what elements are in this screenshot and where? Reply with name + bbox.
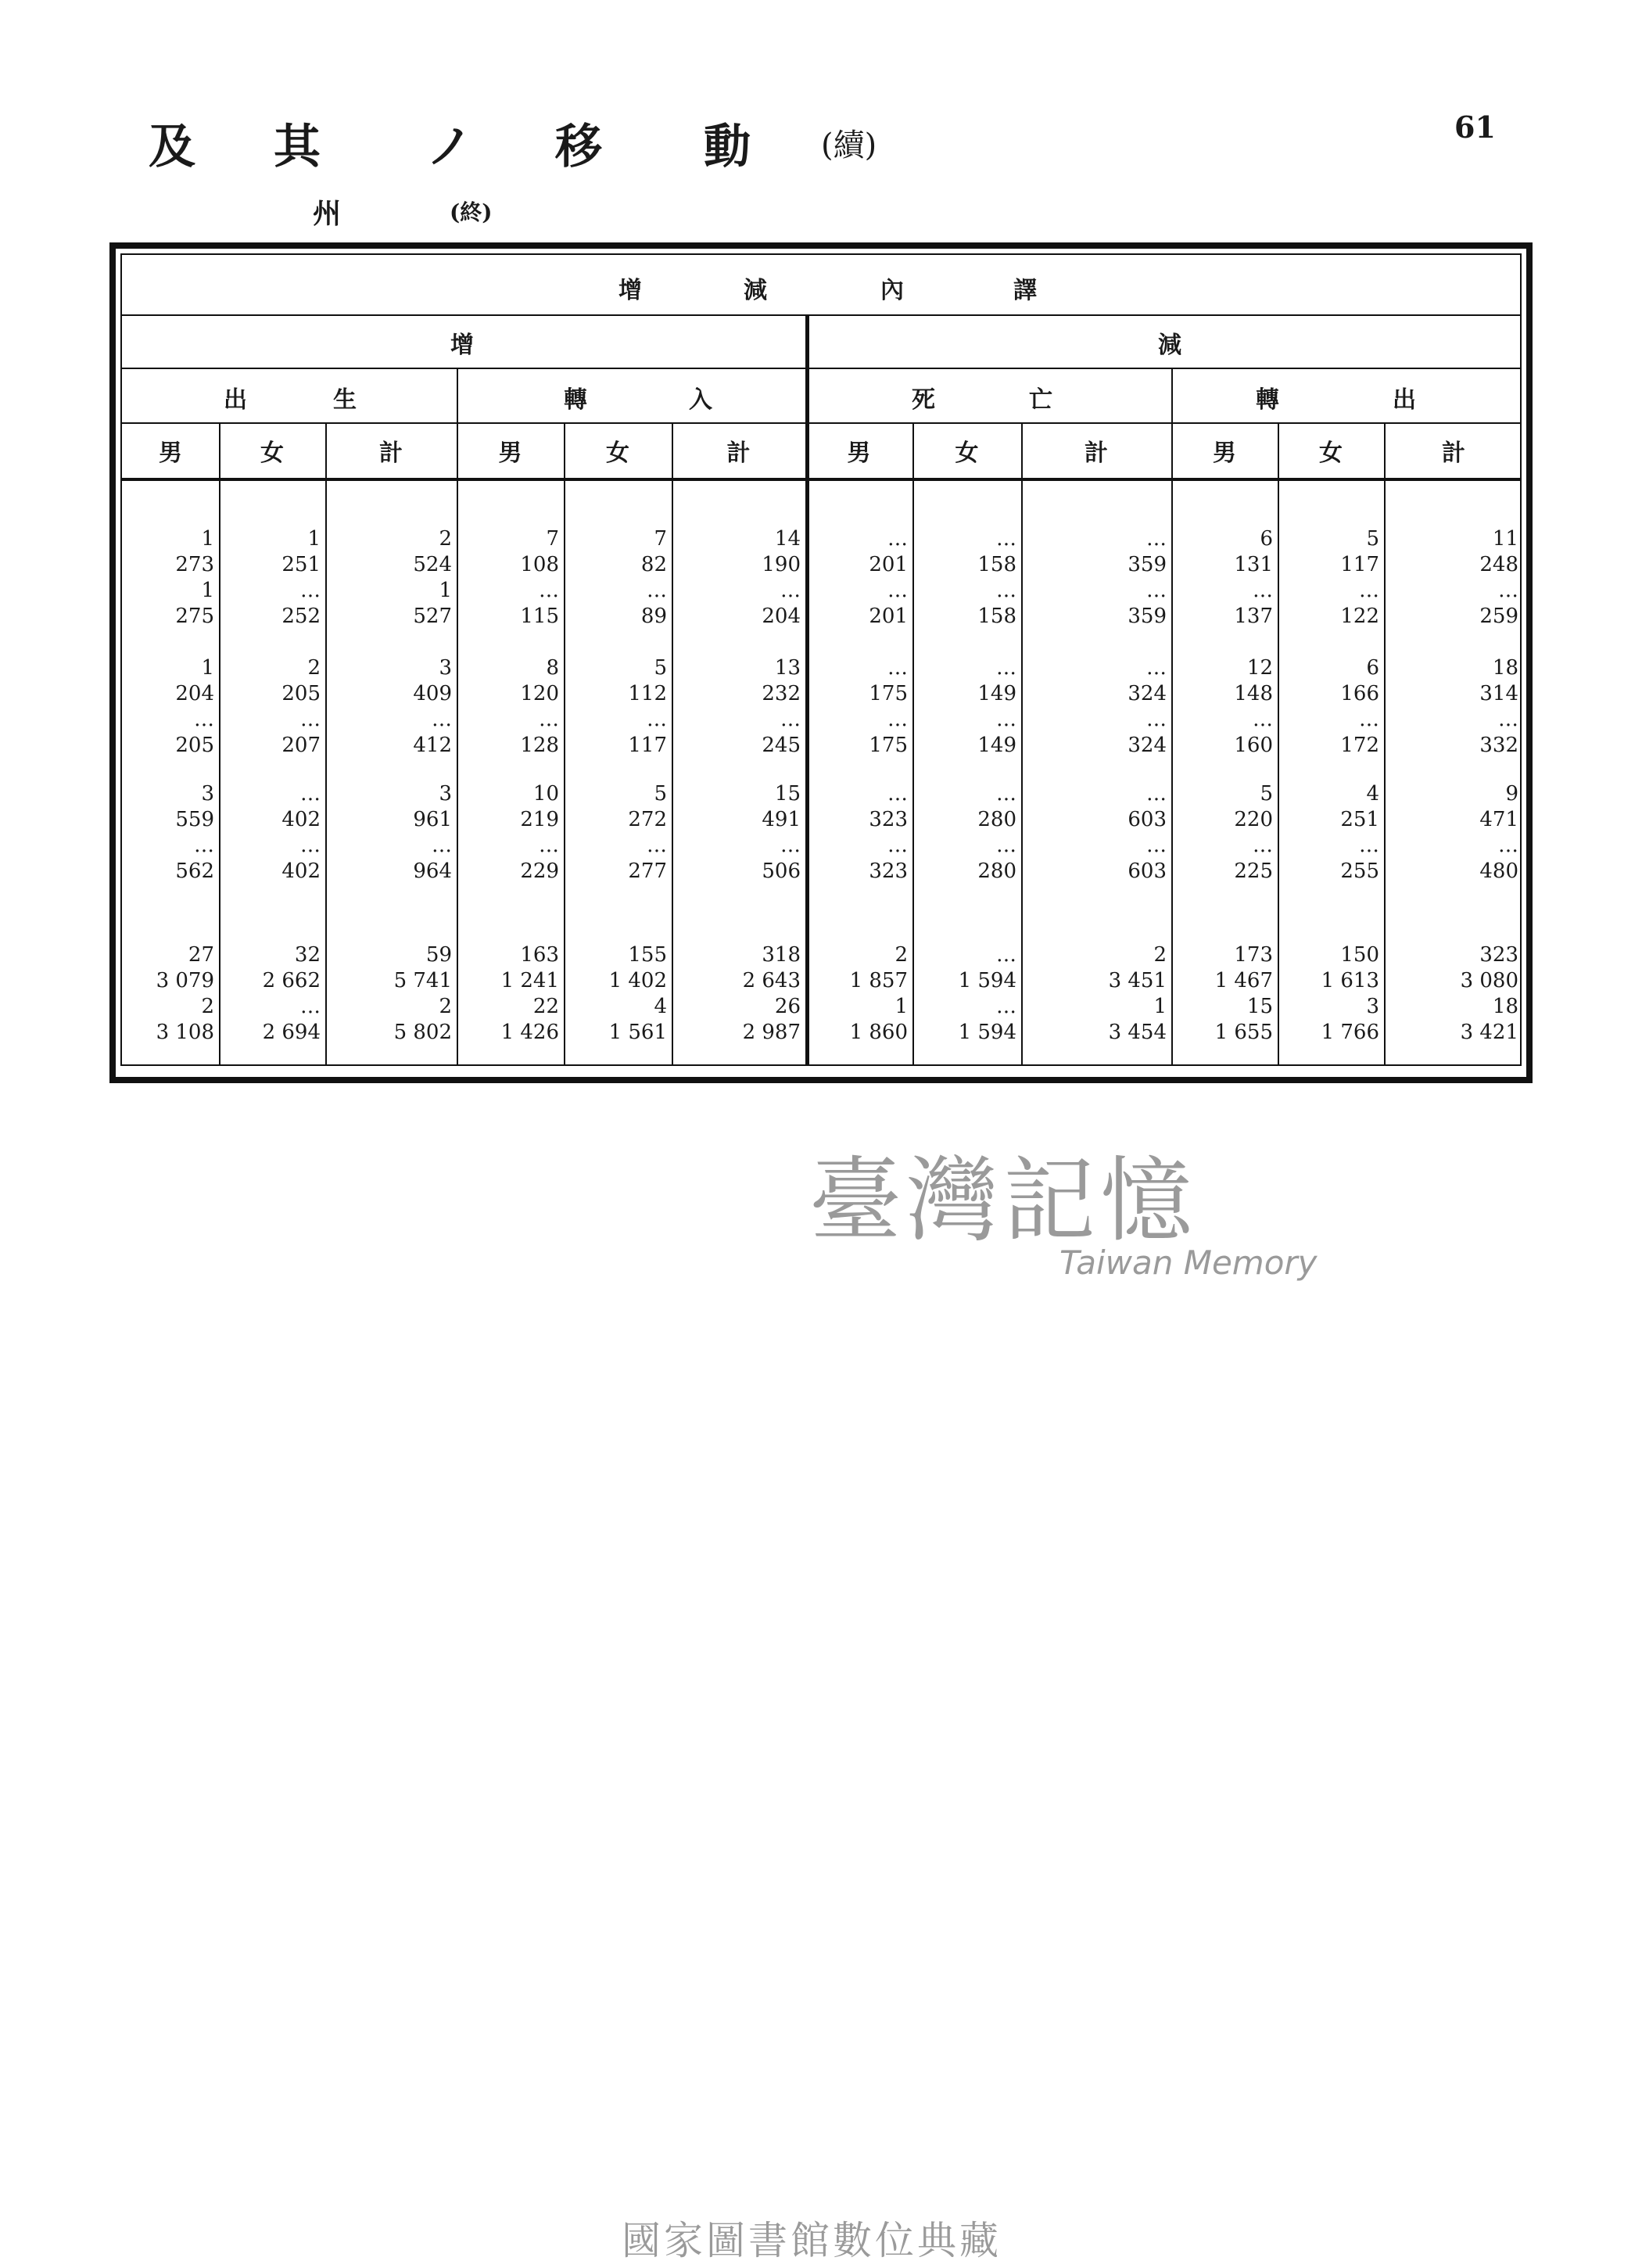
table-cell: 248: [1479, 553, 1518, 576]
table-cell: 3: [439, 782, 452, 806]
group-birth: 生: [333, 386, 357, 414]
title-char: 其: [274, 120, 321, 174]
column-header: 女: [606, 440, 629, 467]
table-cell: 155: [628, 943, 667, 967]
table-cell: 280: [977, 808, 1016, 831]
table-cell: …: [1146, 782, 1167, 806]
table-cell: 5 802: [393, 1021, 452, 1044]
header-char: 譯: [1013, 277, 1037, 304]
table-cell: 2 643: [742, 969, 801, 992]
table-cell: 89: [640, 605, 667, 628]
table-cell: …: [887, 782, 908, 806]
table-cell: 1: [1153, 995, 1167, 1018]
table-cell: 471: [1479, 808, 1518, 831]
column-header: 女: [955, 440, 979, 467]
table-cell: 323: [869, 808, 908, 831]
table-cell: 131: [1234, 553, 1273, 576]
footer-credit: 國家圖書館數位典藏: [622, 2218, 1002, 2263]
table-cell: 603: [1128, 859, 1167, 883]
table-cell: 1 467: [1214, 969, 1273, 992]
table-cell: 252: [281, 605, 321, 628]
table-cell: 1: [439, 579, 452, 602]
column-header: 男: [159, 440, 182, 467]
header-char: 增: [618, 277, 642, 304]
table-cell: …: [1253, 834, 1273, 857]
table-cell: 2 987: [742, 1021, 801, 1044]
table-cell: 409: [413, 682, 452, 705]
table-cell: …: [647, 708, 667, 731]
group-move-in: 轉: [564, 386, 587, 414]
table-cell: 275: [175, 605, 214, 628]
table-cell: 1 594: [958, 969, 1016, 992]
table-cell: 603: [1128, 808, 1167, 831]
table-cell: 412: [413, 734, 452, 757]
table-cell: …: [194, 708, 214, 731]
table-cell: …: [539, 579, 559, 602]
table-cell: …: [1146, 656, 1167, 680]
table-cell: 1: [894, 995, 908, 1018]
table-cell: 251: [1340, 808, 1379, 831]
table-cell: 7: [654, 527, 667, 551]
rule: [122, 314, 1520, 316]
table-cell: 117: [1340, 553, 1379, 576]
table-cell: 160: [1234, 734, 1273, 757]
increase-label: 增: [450, 332, 474, 359]
table-cell: 273: [175, 553, 214, 576]
table-cell: …: [300, 995, 321, 1018]
table-cell: 10: [532, 782, 559, 806]
table-cell: …: [887, 579, 908, 602]
title-continued: (續): [821, 127, 877, 163]
table-cell: 59: [425, 943, 452, 967]
table-cell: …: [1359, 834, 1379, 857]
column-header: 女: [1319, 440, 1343, 467]
table-cell: 6: [1366, 656, 1379, 680]
table-cell: 4: [654, 995, 667, 1018]
table-cell: 559: [175, 808, 214, 831]
table-cell: 1: [201, 656, 214, 680]
table-cell: 128: [520, 734, 559, 757]
table-cell: 22: [532, 995, 559, 1018]
table-cell: 18: [1492, 656, 1518, 680]
table-cell: 18: [1492, 995, 1518, 1018]
table-cell: 332: [1479, 734, 1518, 757]
table-cell: …: [996, 656, 1016, 680]
table-cell: 2: [439, 995, 452, 1018]
table-cell: …: [1253, 708, 1273, 731]
table-cell: 163: [520, 943, 559, 967]
table-cell: …: [647, 834, 667, 857]
table-cell: 245: [762, 734, 801, 757]
table-cell: 524: [413, 553, 452, 576]
table-cell: 3: [201, 782, 214, 806]
table-cell: 205: [175, 734, 214, 757]
table-cell: 232: [762, 682, 801, 705]
table-cell: 229: [520, 859, 559, 883]
table-cell: 205: [281, 682, 321, 705]
table-cell: 158: [977, 605, 1016, 628]
group-move-out: 出: [1393, 386, 1416, 414]
table-cell: 220: [1234, 808, 1273, 831]
table-cell: …: [887, 527, 908, 551]
table-cell: 480: [1479, 859, 1518, 883]
table-cell: 1 426: [500, 1021, 559, 1044]
column-header: 計: [726, 440, 751, 467]
table-cell: 506: [762, 859, 801, 883]
table-cell: 115: [520, 605, 559, 628]
table-cell: …: [1498, 834, 1518, 857]
table-cell: 32: [294, 943, 321, 967]
table-cell: 112: [628, 682, 667, 705]
table-cell: 5: [654, 782, 667, 806]
table-cell: …: [647, 579, 667, 602]
column-header: 計: [1442, 440, 1465, 467]
table-cell: 27: [188, 943, 214, 967]
table-cell: 3: [1366, 995, 1379, 1018]
decrease-label: 減: [1158, 332, 1181, 359]
table-cell: 1 655: [1214, 1021, 1273, 1044]
table-cell: …: [300, 579, 321, 602]
table-cell: 1: [201, 579, 214, 602]
table-cell: …: [887, 708, 908, 731]
table-cell: 172: [1340, 734, 1379, 757]
table-cell: 402: [281, 808, 321, 831]
table-cell: 1 561: [608, 1021, 667, 1044]
column-header: 計: [1085, 440, 1108, 467]
table-cell: 82: [640, 553, 667, 576]
table-cell: 11: [1492, 527, 1518, 551]
table-cell: 4: [1366, 782, 1379, 806]
table-cell: …: [432, 834, 452, 857]
rule: [122, 478, 1520, 481]
table-cell: 108: [520, 553, 559, 576]
statistics-table: [109, 242, 1533, 1083]
table-cell: 204: [175, 682, 214, 705]
table-cell: 1 766: [1321, 1021, 1379, 1044]
table-cell: …: [996, 995, 1016, 1018]
table-cell: 137: [1234, 605, 1273, 628]
group-move-in: 入: [689, 386, 712, 414]
rule: [122, 422, 1520, 424]
table-cell: 12: [1246, 656, 1273, 680]
table-cell: 259: [1479, 605, 1518, 628]
subtitle: [313, 192, 493, 231]
table-cell: …: [887, 656, 908, 680]
table-cell: 15: [774, 782, 801, 806]
table-cell: …: [780, 579, 801, 602]
title-char: 動: [704, 120, 751, 174]
table-cell: 1 857: [849, 969, 908, 992]
table-cell: 219: [520, 808, 559, 831]
table-cell: …: [1498, 579, 1518, 602]
table-cell: 3 108: [156, 1021, 214, 1044]
table-cell: 324: [1128, 734, 1167, 757]
table-cell: …: [300, 708, 321, 731]
table-cell: 201: [869, 553, 908, 576]
subtitle-prefecture: 州: [313, 197, 342, 230]
table-cell: 149: [977, 734, 1016, 757]
watermark-chinese: 臺灣記憶: [809, 1147, 1198, 1254]
table-cell: …: [1146, 708, 1167, 731]
table-cell: 1 860: [849, 1021, 908, 1044]
table-cell: 323: [869, 859, 908, 883]
column-header: 男: [498, 440, 522, 467]
table-cell: …: [432, 708, 452, 731]
table-cell: …: [996, 943, 1016, 967]
table-cell: …: [1359, 708, 1379, 731]
title-char: 及: [149, 120, 195, 174]
subtitle-end: (終): [450, 199, 493, 225]
table-cell: 6: [1260, 527, 1273, 551]
table-cell: 13: [774, 656, 801, 680]
table-cell: …: [539, 834, 559, 857]
table-cell: 3 454: [1108, 1021, 1167, 1044]
table-cell: 1 594: [958, 1021, 1016, 1044]
column-header: 男: [1213, 440, 1236, 467]
group-move-out: 轉: [1256, 386, 1279, 414]
column-header: 男: [847, 440, 871, 467]
group-death: 亡: [1029, 386, 1052, 414]
table-cell: 3: [439, 656, 452, 680]
table-cell: …: [194, 834, 214, 857]
table-cell: …: [887, 834, 908, 857]
table-cell: 3 451: [1108, 969, 1167, 992]
column-header: 女: [260, 440, 284, 467]
table-cell: 964: [413, 859, 452, 883]
table-cell: …: [1359, 579, 1379, 602]
table-cell: 5 741: [393, 969, 452, 992]
table-cell: …: [1146, 579, 1167, 602]
table-cell: 277: [628, 859, 667, 883]
table-cell: …: [539, 708, 559, 731]
table-cell: 9: [1505, 782, 1518, 806]
rule: [122, 368, 1520, 369]
header-char: 內: [880, 277, 904, 304]
table-cell: 2 694: [262, 1021, 321, 1044]
table-cell: 255: [1340, 859, 1379, 883]
table-cell: 1 613: [1321, 969, 1379, 992]
table-cell: 318: [762, 943, 801, 967]
table-cell: 359: [1128, 605, 1167, 628]
watermark-logo: [809, 1126, 1318, 1282]
table-cell: 175: [869, 734, 908, 757]
table-cell: 122: [1340, 605, 1379, 628]
table-cell: …: [300, 782, 321, 806]
title-char: ノ: [426, 120, 473, 174]
table-cell: 8: [546, 656, 559, 680]
table-cell: 175: [869, 682, 908, 705]
table-cell: 323: [1479, 943, 1518, 967]
table-cell: …: [996, 834, 1016, 857]
column-header: 計: [379, 440, 403, 467]
table-cell: 201: [869, 605, 908, 628]
table-cell: 120: [520, 682, 559, 705]
table-cell: 117: [628, 734, 667, 757]
table-cell: 1: [307, 527, 321, 551]
table-cell: 3 079: [156, 969, 214, 992]
table-cell: 1: [201, 527, 214, 551]
table-cell: 324: [1128, 682, 1167, 705]
table-cell: 2: [894, 943, 908, 967]
watermark-english: Taiwan Memory: [1059, 1243, 1318, 1282]
header-char: 減: [744, 277, 767, 304]
group-death: 死: [912, 386, 935, 414]
table-cell: …: [1253, 579, 1273, 602]
table-cell: 148: [1234, 682, 1273, 705]
table-cell: 2: [439, 527, 452, 551]
table-inner: [120, 253, 1522, 1066]
table-cell: 491: [762, 808, 801, 831]
table-cell: 204: [762, 605, 801, 628]
table-cell: 527: [413, 605, 452, 628]
table-cell: 402: [281, 859, 321, 883]
table-cell: 5: [1260, 782, 1273, 806]
group-birth: 出: [224, 386, 247, 414]
table-cell: 15: [1246, 995, 1273, 1018]
table-cell: 1 402: [608, 969, 667, 992]
table-cell: 2: [201, 995, 214, 1018]
table-cell: 190: [762, 553, 801, 576]
table-cell: 314: [1479, 682, 1518, 705]
table-cell: …: [300, 834, 321, 857]
table-cell: …: [996, 527, 1016, 551]
table-cell: 225: [1234, 859, 1273, 883]
table-cell: 166: [1340, 682, 1379, 705]
table-cell: 149: [977, 682, 1016, 705]
table-cell: 1 241: [500, 969, 559, 992]
table-cell: 26: [774, 995, 801, 1018]
table-cell: …: [1498, 708, 1518, 731]
table-cell: 14: [774, 527, 801, 551]
table-cell: 272: [628, 808, 667, 831]
table-cell: 3 421: [1460, 1021, 1518, 1044]
table-cell: …: [780, 708, 801, 731]
table-cell: 7: [546, 527, 559, 551]
table-cell: 173: [1234, 943, 1273, 967]
table-cell: 2: [1153, 943, 1167, 967]
table-cell: 207: [281, 734, 321, 757]
table-cell: 280: [977, 859, 1016, 883]
table-cell: 5: [654, 656, 667, 680]
title-char: 移: [555, 120, 602, 174]
table-cell: …: [996, 708, 1016, 731]
table-cell: 5: [1366, 527, 1379, 551]
table-cell: …: [1146, 527, 1167, 551]
table-cell: 251: [281, 553, 321, 576]
table-cell: …: [996, 782, 1016, 806]
table-cell: 2: [307, 656, 321, 680]
table-cell: 150: [1340, 943, 1379, 967]
table-cell: …: [996, 579, 1016, 602]
table-cell: 2 662: [262, 969, 321, 992]
table-cell: 359: [1128, 553, 1167, 576]
table-cell: 562: [175, 859, 214, 883]
table-cell: 3 080: [1460, 969, 1518, 992]
table-cell: …: [780, 834, 801, 857]
table-cell: 158: [977, 553, 1016, 576]
table-cell: …: [1146, 834, 1167, 857]
table-cell: 961: [413, 808, 452, 831]
page-number: 61: [1454, 109, 1496, 145]
